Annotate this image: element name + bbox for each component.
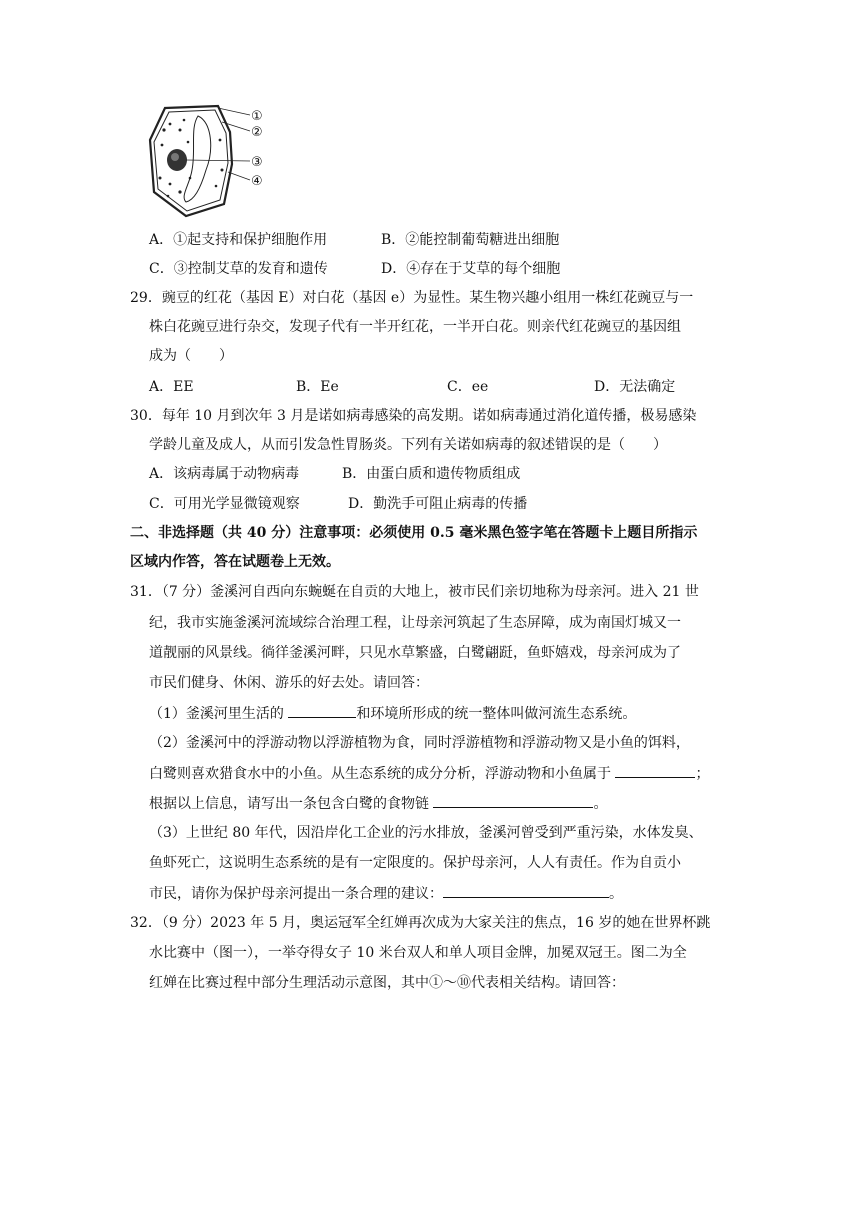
q29-option-b: B．Ee (296, 379, 339, 395)
answer-blank-2[interactable] (615, 763, 695, 778)
q31-part-2-line-2-after: ； (695, 766, 710, 782)
callout-2: ② (251, 125, 263, 140)
answer-blank-4[interactable] (443, 883, 609, 898)
q31-line-1: 31．（7 分）釜溪河自西向东蜿蜒在自贡的大地上，被市民们亲切地称为母亲河。进入 21 世 (130, 584, 699, 600)
callout-1: ① (251, 109, 263, 124)
section-2-heading-line-2: 区域内作答，答在试题卷上无效。 (130, 554, 340, 570)
q31-part-1-before: （1）釜溪河里生活的 (149, 706, 289, 722)
answer-blank-3[interactable] (433, 793, 593, 808)
q31-line-2: 纪，我市实施釜溪河流域综合治理工程，让母亲河筑起了生态屏障，成为南国灯城又一 (149, 615, 681, 631)
q31-part-3-line-2: 鱼虾死亡，这说明生态系统的是有一定限度的。保护母亲河，人人有责任。作为自贡小 (149, 855, 681, 871)
section-2-heading-line-1: 二、非选择题（共 40 分）注意事项：必须使用 0.5 毫米黑色签字笔在答题卡上题目所指示 (130, 525, 698, 541)
q29-line-2: 株白花豌豆进行杂交，发现子代有一半开红花，一半开白花。则亲代红花豌豆的基因组 (149, 319, 681, 335)
q31-part-1-after: 和环境所形成的统一整体叫做河流生态系统。 (356, 706, 637, 722)
q29-line-3: 成为（ ） (149, 348, 233, 364)
q29-option-c: C．ee (447, 379, 489, 395)
q31-line-4: 市民们健身、休闲、游乐的好去处。请回答： (149, 675, 429, 691)
q31-part-1 (149, 703, 636, 724)
q31-part-3-line-3-text: 市民，请你为保护母亲河提出一条合理的建议： (149, 886, 443, 902)
q28-option-a: A．①起支持和保护细胞作用 (149, 232, 328, 248)
q30-line-2: 学龄儿童及成人，从而引发急性胃肠炎。下列有关诺如病毒的叙述错误的是（ ） (149, 437, 667, 453)
q31-part-2-line-2-text: 白鹭则喜欢猎食水中的小鱼。从生态系统的成分分析，浮游动物和小鱼属于 (149, 766, 616, 782)
q31-part-2-line-2 (149, 763, 709, 784)
q30-option-b: B．由蛋白质和遗传物质组成 (342, 466, 521, 482)
vacuole (184, 116, 211, 202)
q30-option-c: C．可用光学显微镜观察 (149, 496, 300, 512)
answer-blank-1[interactable] (288, 703, 356, 718)
q31-part-2-line-3 (149, 793, 607, 814)
q31-part-2-line-3-after: 。 (593, 796, 608, 812)
q31-line-3: 道靓丽的风景线。徜徉釜溪河畔，只见水草繁盛，白鹭翩跹，鱼虾嬉戏，母亲河成为了 (149, 645, 681, 661)
q29-line-1: 29．豌豆的红花（基因 E）对白花（基因 e）为显性。某生物兴趣小组用一株红花豌豆与一 (130, 290, 694, 306)
q30-option-d: D．勤洗手可阻止病毒的传播 (348, 496, 528, 512)
q32-line-3: 红婵在比赛过程中部分生理活动示意图，其中①～⑩代表相关结构。请回答： (149, 975, 625, 991)
q28-option-c: C．③控制艾草的发育和遗传 (149, 261, 328, 277)
callout-4: ④ (251, 174, 263, 189)
q30-line-1: 30．每年 10 月到次年 3 月是诺如病毒感染的高发期。诺如病毒通过消化道传播，极易感染 (130, 408, 697, 424)
q30-option-a: A．该病毒属于动物病毒 (149, 466, 300, 482)
q29-option-d: D．无法确定 (594, 379, 676, 395)
q28-option-b: B．②能控制葡萄糖进出细胞 (381, 232, 560, 248)
plant-cell-diagram (140, 100, 280, 220)
q31-part-2-line-3-text: 根据以上信息，请写出一条包含白鹭的食物链 (149, 796, 434, 812)
q31-part-3-line-3-after: 。 (609, 886, 623, 902)
q32-line-2: 水比赛中（图一），一举夺得女子 10 米台双人和单人项目金牌，加冕双冠王。图二为全 (149, 945, 687, 961)
q29-option-a: A．EE (149, 379, 194, 395)
q31-part-2-line-1: （2）釜溪河中的浮游动物以浮游植物为食，同时浮游植物和浮游动物又是小鱼的饵料， (149, 735, 690, 751)
q32-line-1: 32．（9 分）2023 年 5 月，奥运冠军全红婵再次成为大家关注的焦点，16 岁的她在世界杯跳 (130, 915, 711, 931)
q28-option-d: D．④存在于艾草的每个细胞 (381, 261, 561, 277)
callout-3: ③ (251, 155, 263, 170)
q31-part-3-line-3 (149, 883, 623, 904)
q31-part-3-line-1: （3）上世纪 80 年代，因沿岸化工企业的污水排放，釜溪河曾受到严重污染，水体发臭、 (149, 825, 703, 841)
